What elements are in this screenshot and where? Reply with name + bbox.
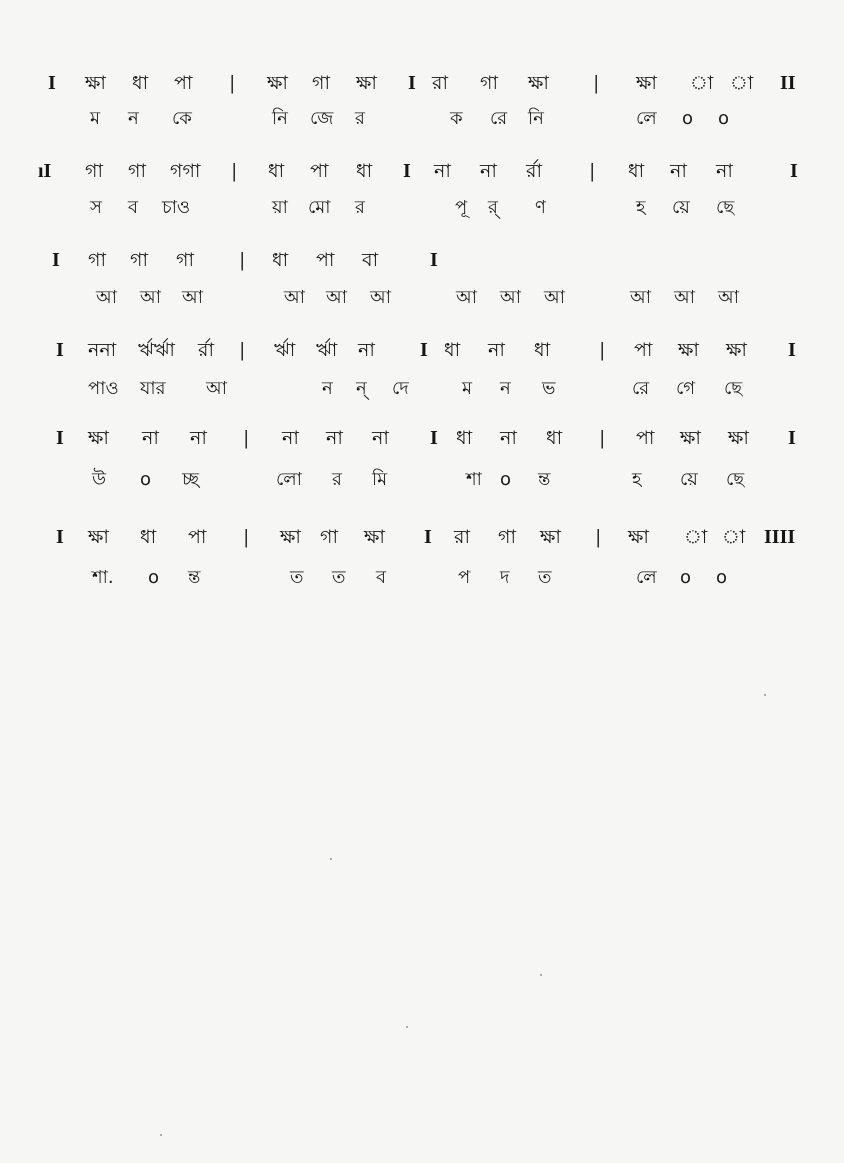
swara-note: গা (88, 249, 106, 271)
bar-line: IIII (764, 526, 796, 548)
bar-line: I (430, 427, 438, 449)
lyric-syllable: উ (92, 469, 107, 490)
swara-note: র্ঋা (274, 339, 296, 361)
bar-line: | (232, 160, 237, 182)
swara-note: ক্ষা (628, 526, 649, 548)
swara-note: র্রা (198, 339, 214, 361)
swara-note: পা (316, 249, 335, 271)
swara-note: না (282, 427, 299, 449)
bar-line: | (600, 339, 605, 361)
swara-note: র্ঋর্ঋা (138, 339, 175, 361)
swara-note: ক্ষা (85, 72, 106, 94)
lyric-syllable: চ্ছ (182, 469, 200, 490)
swara-note: ধা (534, 339, 551, 361)
lyric-syllable: o (140, 469, 152, 490)
swara-note: পা (310, 160, 329, 182)
lyric-syllable: হ (636, 197, 646, 218)
lyric-syllable: o (718, 108, 730, 129)
lyric-syllable: আ (370, 287, 391, 308)
bar-line: I (408, 72, 416, 94)
lyric-syllable: নি (272, 108, 288, 129)
swara-note: পা (634, 339, 653, 361)
lyric-syllable: ব (128, 197, 139, 218)
swara-note: ক্ষা (636, 72, 657, 94)
swara-note: গা (176, 249, 194, 271)
lyric-syllable: র (355, 197, 365, 218)
swara-note: ক্ষা (678, 339, 699, 361)
lyric-syllable: লে (636, 108, 657, 129)
bar-line: I (788, 427, 796, 449)
lyric-syllable: আ (96, 287, 117, 308)
swara-note: না (326, 427, 343, 449)
swara-note: ক্ষা (267, 72, 288, 94)
swara-note: ধা (268, 160, 285, 182)
bar-line: | (240, 339, 245, 361)
lyric-syllable: ব (376, 567, 387, 588)
swara-note: ক্ষা (364, 526, 385, 548)
bar-line: I (788, 339, 796, 361)
swara-note: ক্ষা (528, 72, 549, 94)
swara-note: না (372, 427, 389, 449)
lyric-syllable: আ (500, 287, 521, 308)
bar-line: I (56, 427, 64, 449)
swara-note: ধা (132, 72, 149, 94)
lyric-syllable: ন্ত (538, 469, 551, 490)
lyric-syllable: o (682, 108, 694, 129)
lyric-syllable: র (355, 108, 365, 129)
lyric-syllable: প (458, 567, 471, 588)
lyric-syllable: ছে (726, 469, 745, 490)
swara-note: া (730, 72, 754, 94)
lyric-syllable: লো (276, 469, 302, 490)
lyric-syllable: o (500, 469, 512, 490)
lyric-syllable: পূ (455, 197, 468, 218)
lyric-syllable: o (716, 567, 728, 588)
lyric-syllable: ভ (542, 378, 556, 399)
swara-note: পা (188, 526, 207, 548)
swara-note: ক্ষা (726, 339, 747, 361)
lyric-syllable: য়ে (672, 197, 690, 218)
lyric-syllable: র (332, 469, 342, 490)
swara-note: ক্ষা (88, 526, 109, 548)
swara-note: গা (128, 160, 146, 182)
lyric-syllable: আ (182, 287, 203, 308)
bar-line: I (420, 339, 428, 361)
lyric-syllable: আ (674, 287, 695, 308)
lyric-syllable: ন্ (356, 378, 367, 399)
bar-line: I (56, 526, 64, 548)
scan-speck (540, 974, 542, 976)
lyric-syllable: আ (718, 287, 739, 308)
swara-note: র্রা (526, 160, 542, 182)
lyric-syllable: ত (538, 567, 552, 588)
bar-line: | (600, 427, 605, 449)
swara-note: না (488, 339, 505, 361)
swara-note: না (670, 160, 687, 182)
lyric-syllable: আ (456, 287, 477, 308)
swara-note: ধা (456, 427, 473, 449)
swara-note: া (684, 526, 708, 548)
lyric-syllable: ন (500, 378, 511, 399)
swara-note: বা (362, 249, 379, 271)
scan-speck (764, 694, 766, 696)
swara-note: রা (454, 526, 470, 548)
swara-note: রা (432, 72, 448, 94)
bar-line: I (403, 160, 411, 182)
lyric-syllable: o (148, 567, 160, 588)
bar-line: | (596, 526, 601, 548)
lyric-syllable: দে (392, 378, 409, 399)
swara-note: পা (636, 427, 655, 449)
bar-line: II (780, 72, 796, 94)
lyric-syllable: হ (632, 469, 642, 490)
swara-note: গা (312, 72, 330, 94)
swara-note: া (722, 526, 746, 548)
bar-line: I (430, 249, 438, 271)
swara-note: না (190, 427, 207, 449)
swara-note: না (500, 427, 517, 449)
lyric-syllable: শা. (92, 567, 114, 588)
bar-line: I (56, 339, 64, 361)
swara-note: ক্ষা (280, 526, 301, 548)
swara-note: পা (174, 72, 193, 94)
bar-line: | (244, 526, 249, 548)
swara-note: না (434, 160, 451, 182)
lyric-syllable: যার (140, 378, 166, 399)
lyric-syllable: ন্ত (188, 567, 201, 588)
lyric-syllable: আ (284, 287, 305, 308)
lyric-syllable: কে (172, 108, 192, 129)
swara-note: গগা (170, 160, 201, 182)
scan-speck (160, 1134, 162, 1136)
swara-note: ধা (272, 249, 289, 271)
bar-line: I (424, 526, 432, 548)
swara-note: গা (320, 526, 338, 548)
lyric-syllable: আ (140, 287, 161, 308)
lyric-syllable: গে (676, 378, 696, 399)
lyric-syllable: ছে (716, 197, 735, 218)
swara-note: গা (130, 249, 148, 271)
lyric-syllable: মি (372, 469, 388, 490)
bar-line: I (52, 249, 60, 271)
swara-note: ক্ষা (540, 526, 561, 548)
bar-line: I (48, 72, 56, 94)
lyric-syllable: ম (90, 108, 100, 129)
lyric-syllable: ন (128, 108, 139, 129)
scan-speck (406, 1026, 408, 1028)
swara-note: া (690, 72, 714, 94)
bar-line: | (590, 160, 595, 182)
lyric-syllable: আ (326, 287, 347, 308)
bar-line: | (240, 249, 245, 271)
lyric-syllable: ত (332, 567, 346, 588)
swara-note: ধা (356, 160, 373, 182)
lyric-syllable: শা (466, 469, 482, 490)
lyric-syllable: ম (462, 378, 472, 399)
lyric-syllable: রে (490, 108, 508, 129)
lyric-syllable: ক (450, 108, 463, 129)
swara-note: গা (85, 160, 103, 182)
swara-note: না (716, 160, 733, 182)
lyric-syllable: স (90, 197, 102, 218)
bar-line: I (790, 160, 798, 182)
lyric-syllable: আ (544, 287, 565, 308)
swara-note: ধা (444, 339, 461, 361)
swara-note: ধা (140, 526, 157, 548)
lyric-syllable: ন (322, 378, 333, 399)
swara-note: ক্ষা (356, 72, 377, 94)
swara-note: ননা (88, 339, 117, 361)
lyric-syllable: জে (310, 108, 334, 129)
lyric-syllable: মো (308, 197, 331, 218)
lyric-syllable: দ (500, 567, 510, 588)
swara-note: না (358, 339, 375, 361)
lyric-syllable: পাও (88, 378, 119, 399)
lyric-syllable: য়া (272, 197, 288, 218)
swara-note: গা (480, 72, 498, 94)
lyric-syllable: o (680, 567, 692, 588)
swara-note: ক্ষা (680, 427, 701, 449)
swara-note: ক্ষা (728, 427, 749, 449)
swara-note: ধা (546, 427, 563, 449)
lyric-syllable: লে (636, 567, 657, 588)
lyric-syllable: চাও (162, 197, 191, 218)
lyric-syllable: রে (632, 378, 650, 399)
lyric-syllable: আ (630, 287, 651, 308)
scan-speck (330, 858, 332, 860)
swara-note: র্ঋা (316, 339, 338, 361)
lyric-syllable: আ (206, 378, 227, 399)
lyric-syllable: নি (528, 108, 544, 129)
lyric-syllable: ণ (535, 197, 546, 218)
lyric-syllable: ছে (724, 378, 743, 399)
bar-line: | (244, 427, 249, 449)
bar-line: | (594, 72, 599, 94)
swara-note: না (480, 160, 497, 182)
bar-line: | (230, 72, 235, 94)
swara-note: গা (498, 526, 516, 548)
swara-note: না (142, 427, 159, 449)
lyric-syllable: র্ (488, 197, 498, 218)
bar-line: ıI (38, 160, 52, 182)
lyric-syllable: য়ে (680, 469, 698, 490)
swara-note: ধা (628, 160, 645, 182)
lyric-syllable: ত (290, 567, 304, 588)
swara-note: ক্ষা (88, 427, 109, 449)
